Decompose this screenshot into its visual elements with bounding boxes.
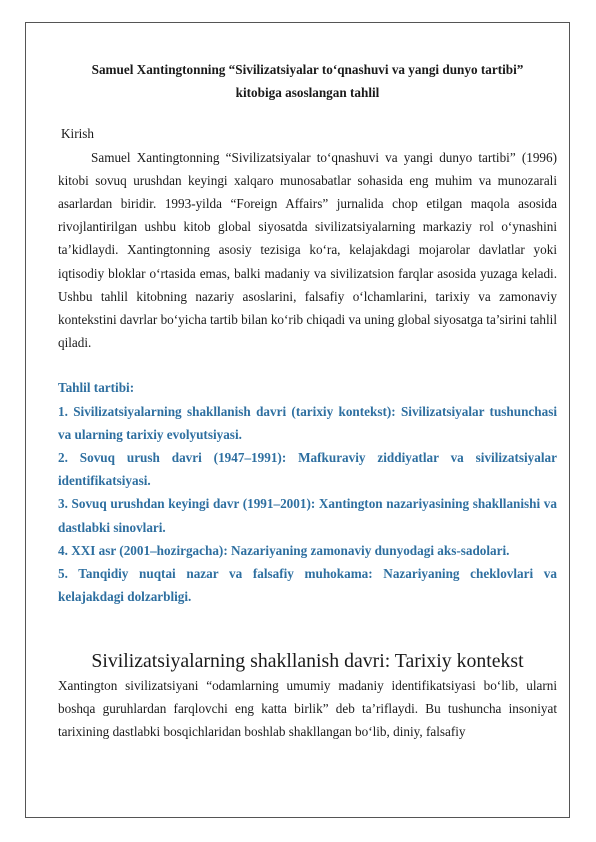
intro-paragraph: Samuel Xantingtonning “Sivilizatsiyalar to‘qnashuvi va yangi dunyo tartibi” (1996) kitobi sovuq urushdan keyingi xalqaro munosabatlar sohasida eng muhim va munozarali asarlardan biridir. 1993-yilda “Foreign Affairs” jurnalida chop etilgan maqola asosida rivojlantirilgan ushbu kitob global siyosatda sivilizatsiyalarning markaziy rol o‘ynashini ta’kidlaydi. Xantingtonning asosiy tezisiga ko‘ra, kelajakdagi mojarolar davlatlar yoki iqtisodiy bloklar o‘rtasida emas, balki madaniy va sivilizatsion farqlar asosida yuzaga keladi. Ushbu tahlil kitobning nazariy asoslarini, falsafiy o‘lchamlarini, tarixiy va zamonaviy kontekstini davrlar bo‘yicha tartib bilan ko‘rib chiqadi va uning global siyosatga ta’sirini tahlil qiladi. (58, 149, 557, 351)
spacer (58, 104, 557, 122)
spacer (58, 354, 557, 376)
document-title (58, 58, 557, 104)
plan-item: 3. Sovuq urushdan keyingi davr (1991–2001): Xantington nazariyasining shakllanishi va dastlabki sinovlari. (58, 496, 557, 535)
plan-item: 2. Sovuq urush davri (1947–1991): Mafkuraviy ziddiyatlar va sivilizatsiyalar identifikatsiyasi. (58, 450, 557, 489)
intro-label: Kirish (61, 126, 94, 142)
spacer (58, 608, 557, 650)
section-heading: Sivilizatsiyalarning shakllanish davri: Tarixiy kontekst (91, 650, 524, 673)
document-body (58, 58, 557, 743)
plan-item: 4. XXI asr (2001–hozirgacha): Nazariyaning zamonaviy dunyodagi aks-sadolari. (58, 542, 510, 558)
plan-item: 5. Tanqidiy nuqtai nazar va falsafiy muhokama: Nazariyaning cheklovlari va kelajakdagi dolzarbligi. (58, 566, 557, 605)
analysis-plan (58, 376, 557, 608)
document-title-line2: kitobiga asoslangan tahlil (235, 85, 380, 101)
document-title-line1: Samuel Xantingtonning “Sivilizatsiyalar to‘qnashuvi va yangi dunyo tartibi” (91, 62, 524, 77)
plan-item: 1. Sivilizatsiyalarning shakllanish davri (tarixiy kontekst): Sivilizatsiyalar tushunchasi va ularning tarixiy evolyutsiyasi. (58, 403, 557, 442)
plan-heading: Tahlil tartibi: (58, 380, 135, 396)
section-paragraph: Xantington sivilizatsiyani “odamlarning umumiy madaniy identifikatsiyasi bo‘lib, ularni boshqa guruhlardan farqlovchi eng katta birlik” deb ta’riflaydi. Bu tushuncha insoniyat tarixining dastlabki bosqichlaridan boshlab shakllangan bo‘lib, diniy, falsafiy (58, 677, 557, 740)
